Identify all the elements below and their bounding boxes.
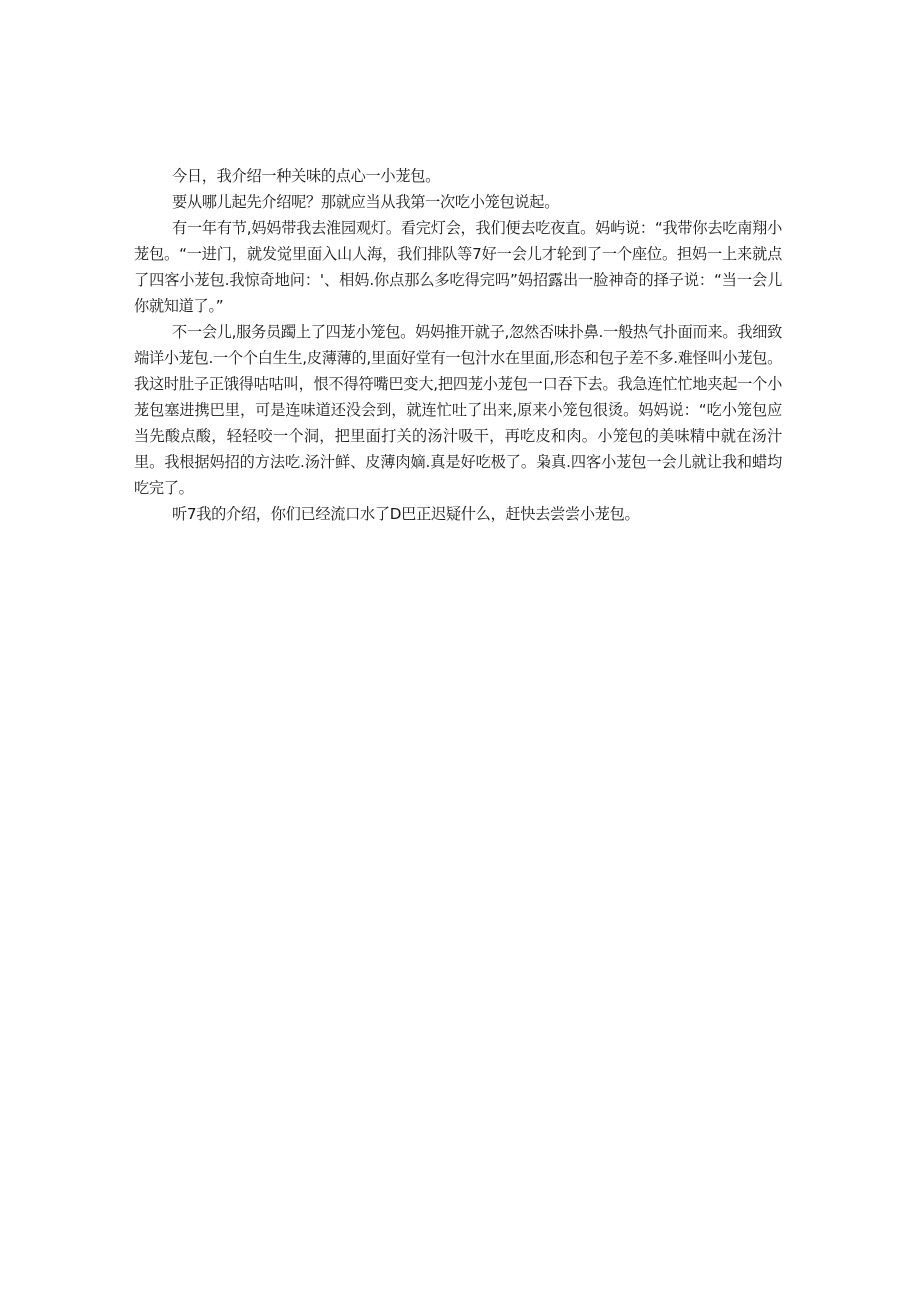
paragraph-lantern-festival: 有一年有节,妈妈带我去淮园观灯。看完灯会，我们便去吃夜直。妈屿说：“我带你去吃南翔小茏包。“一进门，就发觉里面入山人海，我们排队等7好一会儿才轮到了一个座位。担妈一上来就点了四客小茏包.我惊奇地问：'、相妈.你点那么多吃得完吗”妈招露出一脸神奇的择子说：“当一会儿你就知道了。” — [134, 219, 782, 315]
document-body — [134, 163, 782, 527]
paragraph-eating-dumplings: 不一会儿,服务员躅上了四茏小笼包。妈妈推开就子,忽然否味扑鼻.一般热气扑面而来。我细致端详小茏包.一个个白生生,皮薄薄的,里面好堂有一包汁水在里面,形态和包子差不多.难怪叫小茏包。我这时肚子正饿得咕咕叫，恨不得符嘴巴变大,把四茏小茏包一口吞下去。我急连忙忙地夹起一个小茏包塞进携巴里，可是连味道还没会到，就连忙吐了出来,原来小笼包很烫。妈妈说：“吃小笼包应当先酸点酸，轻轻咬一个洞，把里面打关的汤汁吸干，再吃皮和肉。小笼包的美味精中就在汤汁里。我根据妈招的方法吃.汤汁鲜、皮薄肉嫡.真是好吃极了。枭真.四客小茏包一会儿就让我和蜡均吃完了。 — [134, 323, 782, 497]
paragraph-intro: 今日，我介绍一种关味的点心一小茏包。 — [172, 167, 440, 185]
paragraph-conclusion: 听7我的介绍，你们已经流口水了D巴正迟疑什么，赶快去尝尝小茏包。 — [172, 505, 640, 523]
paragraph-question: 要从哪儿起先介绍呢？那就应当从我第一次吃小笼包说起。 — [172, 193, 560, 211]
